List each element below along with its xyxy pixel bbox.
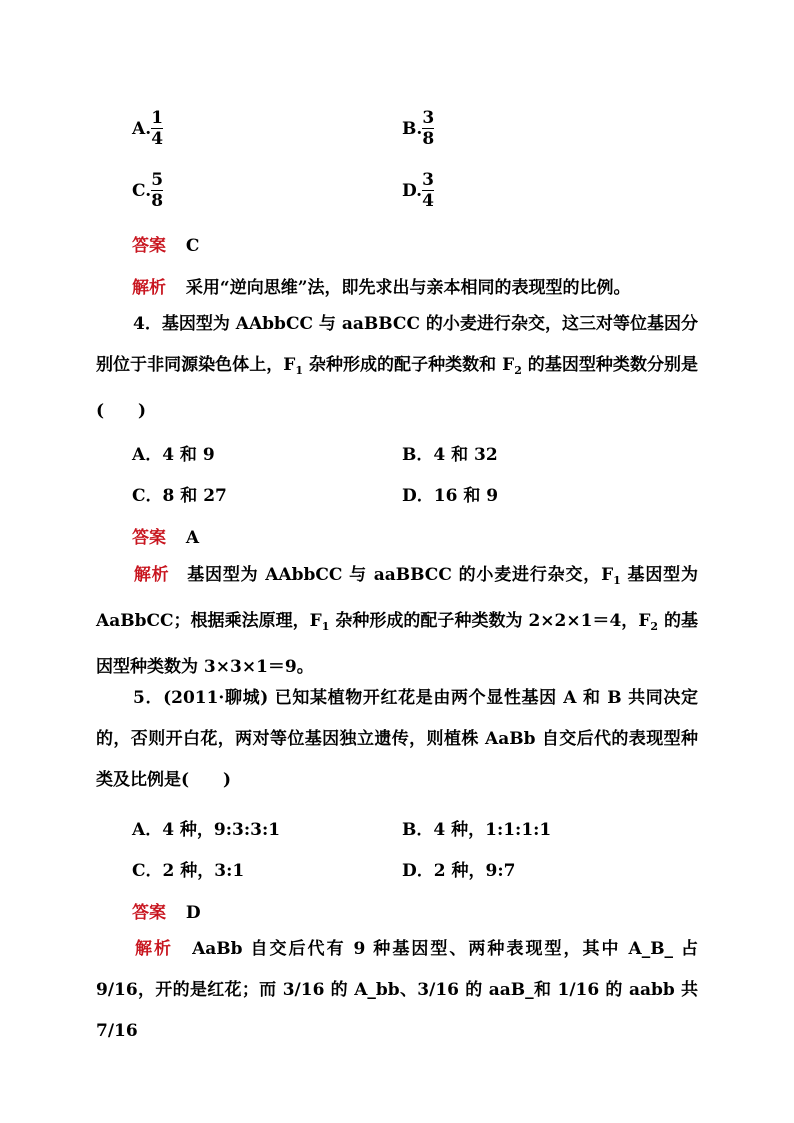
answer-label: 答案	[132, 903, 166, 923]
q5-answer	[132, 898, 201, 923]
analysis-label: 解析	[132, 278, 166, 298]
fraction: $\frac{3}{4}$	[422, 170, 434, 211]
q5-option-a: A．4 种，9:3:3:1	[132, 820, 281, 840]
q3-option-d	[402, 170, 434, 211]
q4-option-c: C．8 和 27	[132, 486, 227, 506]
q3-analysis	[132, 273, 630, 298]
q4-answer	[132, 523, 199, 548]
option-letter: C.	[132, 180, 152, 201]
q4-option-d: D．16 和 9	[402, 486, 499, 506]
q4-analysis: 解析 基因型为 AAbbCC 与 aaBBCC 的小麦进行杂交，$F_1$ 基因型为 AaBbCC；根据乘法原理，$F_1$ 杂种形成的配子种类数为 2×2×1＝4，$F_2$ 的基因型种类数为 3×3×1＝9。	[96, 565, 698, 677]
analysis-label: 解析	[133, 939, 174, 959]
fraction: $\frac{1}{4}$	[151, 108, 164, 149]
question-number: 5．	[133, 688, 164, 708]
option-letter: A.	[132, 118, 152, 139]
answer-value: C	[185, 236, 200, 256]
q3-option-c	[132, 170, 163, 211]
analysis-label: 解析	[133, 565, 170, 585]
q5-option-d: D．2 种，9:7	[402, 861, 516, 881]
q3-option-b	[402, 108, 434, 149]
q5-option-c: C．2 种，3:1	[132, 861, 245, 881]
option-letter: D.	[402, 180, 423, 201]
question-number: 4．	[133, 314, 162, 334]
answer-label: 答案	[132, 236, 166, 256]
option-letter: B.	[402, 118, 423, 139]
answer-value: D	[185, 903, 201, 923]
q3-option-a	[132, 108, 163, 149]
q4-option-a: A．4 和 9	[132, 445, 215, 465]
analysis-text: 采用“逆向思维”法，即先求出与亲本相同的表现型的比例。	[185, 278, 631, 298]
answer-label: 答案	[132, 528, 166, 548]
q3-answer	[132, 231, 199, 256]
q5-analysis: 解析 AaBb 自交后代有 9 种基因型、两种表现型，其中 A_B_ 占 9/16，开的是红花；而 3/16 的 A_bb、3/16 的 aaB_和 1/16 的 aabb 共 7/16	[96, 939, 698, 1041]
q5-stem: 5．(2011·聊城) 已知某植物开红花是由两个显性基因 A 和 B 共同决定的，否则开白花，两对等位基因独立遗传，则植株 AaBb 自交后代的表现型种类及比例是( )	[96, 688, 698, 790]
q5-option-b: B．4 种，1:1:1:1	[402, 820, 552, 840]
q4-option-b: B．4 和 32	[402, 445, 498, 465]
fraction: $\frac{5}{8}$	[151, 170, 164, 211]
answer-value: A	[185, 528, 200, 548]
q4-stem: 4．基因型为 AAbbCC 与 aaBBCC 的小麦进行杂交，这三对等位基因分别位于非同源染色体上，$F_1$ 杂种形成的配子种类数和 $F_2$ 的基因型种类数分别是( )	[96, 314, 699, 421]
fraction: $\frac{3}{8}$	[422, 108, 435, 149]
